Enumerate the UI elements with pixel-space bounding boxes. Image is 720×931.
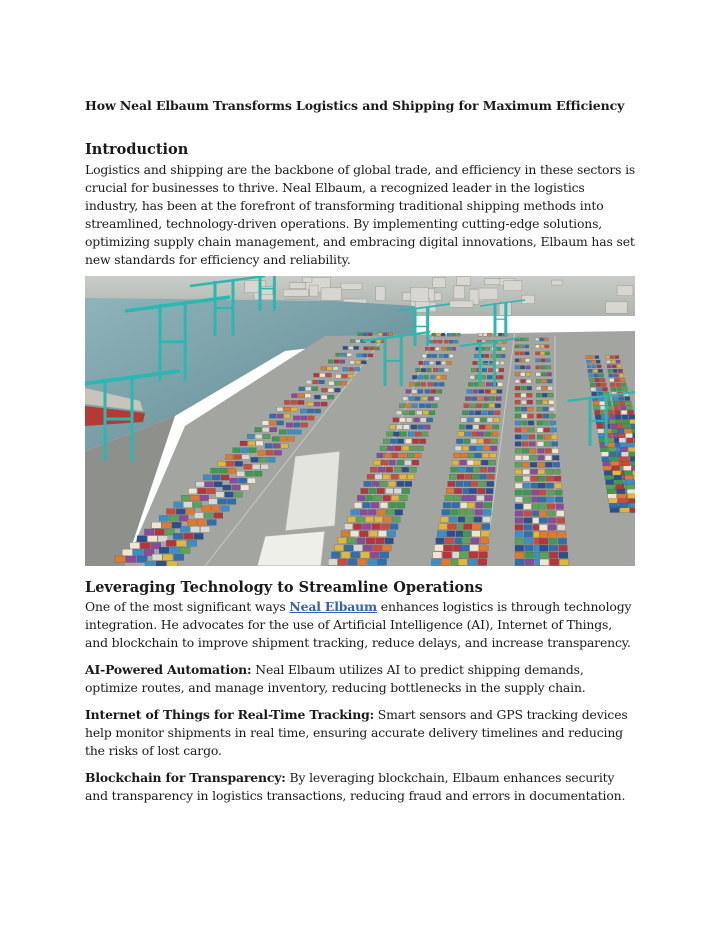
point-text: Smart sensors and GPS tracking devices help monitor shipments in real time, ensuring accurate delivery timelines and reducing the risks of lost cargo. [85,707,628,758]
container-port-photo [85,276,635,566]
intro-paragraph: Logistics and shipping are the backbone of global trade, and efficiency in these sectors is crucial for businesses to thrive. Neal Elbaum, a recognized leader in the logistics industry, has been at the forefront of transforming traditional shipping methods into streamlined, technology-driven operations. By implementing cutting-edge solutions, optimizing supply chain management, and embracing digital innovations, Elbaum has set new standards for efficiency and reliability. [85,162,636,267]
technology-paragraph [85,598,638,652]
point-blockchain [85,769,638,805]
point-label: Blockchain for Transparency: [85,770,286,785]
tech-text-after-link: enhances logistics is through technology integration. He advocates for the use of Artificial Intelligence (AI), Internet of Things, and blockchain to improve shipment tracking, reduce delays, and increase transparency. [85,599,632,650]
point-label: Internet of Things for Real-Time Tracking: [85,707,375,722]
point-label: AI-Powered Automation: [85,662,252,677]
point-text: By leveraging blockchain, Elbaum enhances security and transparency in logistics transactions, reducing fraud and errors in documentation. [85,770,626,803]
intro-heading: Introduction [85,141,189,158]
tech-text-before-link: One of the most significant ways [85,599,290,614]
technology-heading: Leveraging Technology to Streamline Operations [85,579,483,596]
point-iot-tracking [85,706,638,760]
document-title: How Neal Elbaum Transforms Logistics and Shipping for Maximum Efficiency [85,98,625,113]
point-text: Neal Elbaum utilizes AI to predict shipping demands, optimize routes, and manage inventory, reducing bottlenecks in the supply chain. [85,662,586,695]
point-ai-automation [85,661,638,697]
neal-elbaum-link[interactable]: Neal Elbaum [289,599,377,614]
